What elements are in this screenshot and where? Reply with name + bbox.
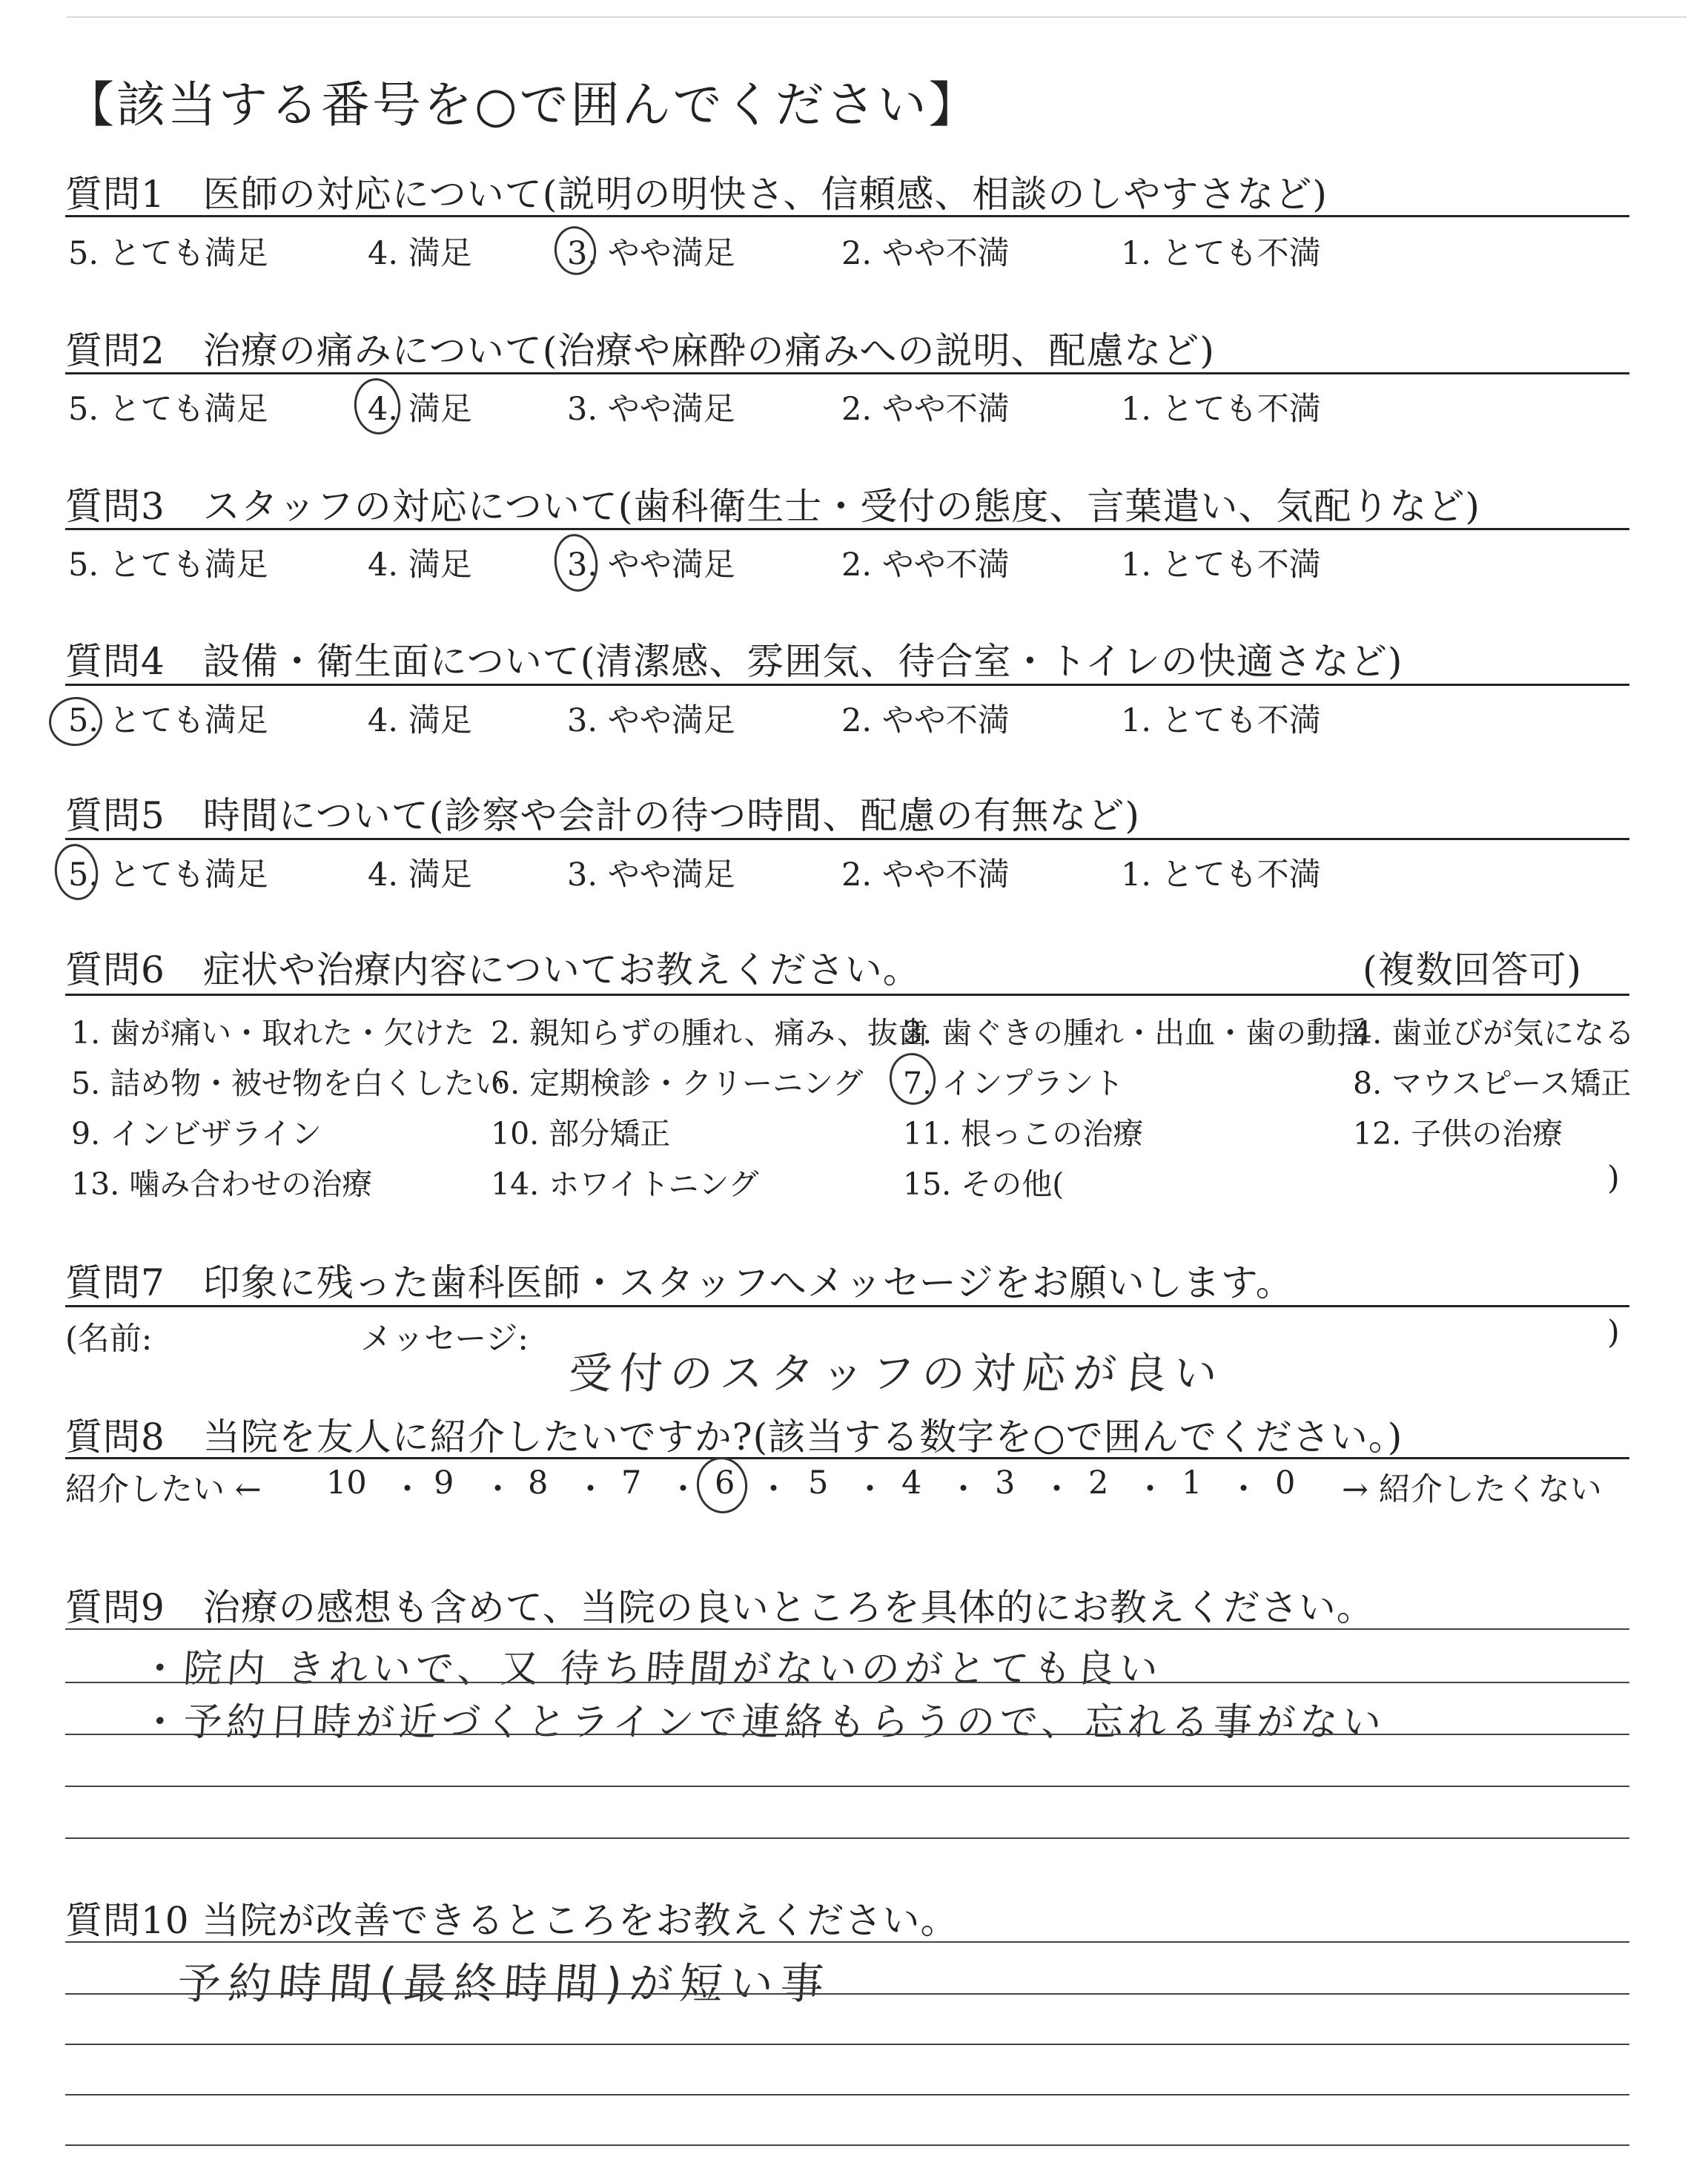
q4-heading: 質問4 設備・衛生面について(清潔感、雰囲気、待合室・トイレの快適さなど) xyxy=(65,640,1403,683)
q8-score-8[interactable]: 8 xyxy=(528,1464,549,1502)
q3-option-4[interactable]: 4. 満足 xyxy=(368,546,472,584)
q3-option-1[interactable]: 1. とても不満 xyxy=(1121,546,1321,584)
q8-score-4[interactable]: 4 xyxy=(901,1464,922,1502)
q6-option-10[interactable]: 10. 部分矯正 xyxy=(491,1116,671,1152)
q7-heading: 質問7 印象に残った歯科医師・スタッフへメッセージをお願いします。 xyxy=(65,1261,1294,1304)
q9-handwritten-line-2[interactable]: ・予約日時が近づくとラインで連絡もらうので、忘れる事がない xyxy=(139,1700,1388,1745)
q6-option-8[interactable]: 8. マウスピース矯正 xyxy=(1353,1066,1632,1101)
q8-separator: ・ xyxy=(391,1471,423,1508)
q2-heading: 質問2 治療の痛みについて(治療や麻酔の痛みへの説明、配慮など) xyxy=(65,329,1215,372)
q5-option-3[interactable]: 3. やや満足 xyxy=(567,856,735,894)
q6-option-15[interactable]: 15. その他( xyxy=(903,1166,1065,1202)
q8-score-2[interactable]: 2 xyxy=(1088,1464,1109,1502)
q3-option-3[interactable]: 3. やや満足 xyxy=(567,546,735,584)
q2-option-4[interactable]: 4. 満足 xyxy=(368,391,472,428)
q6-multiple-note: (複数回答可) xyxy=(1363,948,1583,991)
q1-option-1[interactable]: 1. とても不満 xyxy=(1121,235,1321,272)
q6-option-9[interactable]: 9. インビザライン xyxy=(71,1116,322,1152)
q7-handwritten-message[interactable]: 受付のスタッフの対応が良い xyxy=(567,1348,1227,1398)
q1-option-2[interactable]: 2. やや不満 xyxy=(841,235,1010,272)
q3-option-5[interactable]: 5. とても満足 xyxy=(68,546,268,584)
q8-score-3[interactable]: 3 xyxy=(995,1464,1016,1502)
q8-score-7[interactable]: 7 xyxy=(621,1464,642,1502)
q6-option-5[interactable]: 5. 詰め物・被せ物を白くしたい xyxy=(71,1066,506,1101)
q6-option-13[interactable]: 13. 噛み合わせの治療 xyxy=(71,1166,373,1202)
q10-handwritten-line-1[interactable]: 予約時間(最終時間)が短い事 xyxy=(176,1958,833,2009)
q9-heading: 質問9 治療の感想も含めて、当院の良いところを具体的にお教えください。 xyxy=(65,1586,1374,1629)
q8-score-9[interactable]: 9 xyxy=(434,1464,454,1502)
q8-separator: ・ xyxy=(667,1471,699,1508)
q8-score-6[interactable]: 6 xyxy=(715,1464,735,1502)
q7-rule xyxy=(65,1305,1629,1307)
q7-close-paren: ) xyxy=(1607,1314,1620,1351)
q1-option-3[interactable]: 3. やや満足 xyxy=(567,235,735,272)
q6-option-14[interactable]: 14. ホワイトニング xyxy=(491,1166,759,1202)
q5-option-5[interactable]: 5. とても満足 xyxy=(68,856,268,894)
q6-option-11[interactable]: 11. 根っこの治療 xyxy=(903,1116,1144,1152)
q8-separator: ・ xyxy=(758,1471,790,1508)
q6-other-close-paren: ) xyxy=(1607,1160,1620,1197)
q8-score-0[interactable]: 0 xyxy=(1275,1464,1296,1502)
q10-writing-line xyxy=(65,2144,1629,2146)
q4-option-4[interactable]: 4. 満足 xyxy=(368,702,472,739)
top-border xyxy=(67,16,1687,18)
page-title: 【該当する番号を○で囲んでください】 xyxy=(65,76,980,133)
q8-separator: ・ xyxy=(1041,1471,1073,1508)
q3-heading: 質問3 スタッフの対応について(歯科衛生士・受付の態度、言葉遣い、気配りなど) xyxy=(65,485,1480,528)
q6-option-7[interactable]: 7. インプラント xyxy=(903,1066,1125,1101)
q10-writing-line xyxy=(65,2094,1629,2095)
q8-right-label: → 紹介したくない xyxy=(1342,1471,1602,1508)
q5-option-1[interactable]: 1. とても不満 xyxy=(1121,856,1321,894)
q6-heading: 質問6 症状や治療内容についてお教えください。 xyxy=(65,948,921,991)
q4-option-1[interactable]: 1. とても不満 xyxy=(1121,702,1321,739)
q6-option-1[interactable]: 1. 歯が痛い・取れた・欠けた xyxy=(71,1015,475,1051)
q10-writing-line xyxy=(65,1993,1629,1995)
q1-option-5[interactable]: 5. とても満足 xyxy=(68,235,268,272)
q9-writing-line xyxy=(65,1682,1629,1683)
q6-rule xyxy=(65,994,1629,996)
q8-rule xyxy=(65,1457,1629,1459)
q3-rule xyxy=(65,528,1629,530)
q4-option-3[interactable]: 3. やや満足 xyxy=(567,702,735,739)
q1-heading: 質問1 医師の対応について(説明の明快さ、信頼感、相談のしやすさなど) xyxy=(65,173,1328,216)
q8-separator: ・ xyxy=(854,1471,886,1508)
q7-name-label: (名前: xyxy=(65,1321,153,1358)
q8-selection-circle xyxy=(693,1454,751,1517)
q2-option-3[interactable]: 3. やや満足 xyxy=(567,391,735,428)
q7-message-label: メッセージ: xyxy=(360,1321,529,1358)
q3-option-2[interactable]: 2. やや不満 xyxy=(841,546,1010,584)
q8-score-5[interactable]: 5 xyxy=(808,1464,829,1502)
q9-writing-line xyxy=(65,1628,1629,1630)
q9-handwritten-line-1[interactable]: ・院内 きれいで、又 待ち時間がないのがとても良い xyxy=(139,1647,1164,1691)
q4-rule xyxy=(65,684,1629,686)
q10-writing-line xyxy=(65,1941,1629,1943)
q10-heading: 質問10 当院が改善できるところをお教えください。 xyxy=(65,1899,959,1942)
q2-option-5[interactable]: 5. とても満足 xyxy=(68,391,268,428)
q6-option-4[interactable]: 4. 歯並びが気になる xyxy=(1353,1015,1635,1051)
q8-heading: 質問8 当院を友人に紹介したいですか?(該当する数字を○で囲んでください。) xyxy=(65,1416,1403,1459)
q5-option-4[interactable]: 4. 満足 xyxy=(368,856,472,894)
q8-separator: ・ xyxy=(482,1471,514,1508)
q4-option-2[interactable]: 2. やや不満 xyxy=(841,702,1010,739)
q6-option-3[interactable]: 3. 歯ぐきの腫れ・出血・歯の動揺 xyxy=(903,1015,1368,1051)
q5-rule xyxy=(65,838,1629,840)
q2-rule xyxy=(65,372,1629,374)
q8-left-label: 紹介したい ← xyxy=(65,1471,262,1508)
q6-option-6[interactable]: 6. 定期検診・クリーニング xyxy=(491,1066,864,1101)
q5-heading: 質問5 時間について(診察や会計の待つ時間、配慮の有無など) xyxy=(65,794,1140,837)
q8-score-1[interactable]: 1 xyxy=(1182,1464,1202,1502)
q1-rule xyxy=(65,215,1629,217)
q1-option-4[interactable]: 4. 満足 xyxy=(368,235,472,272)
q9-writing-line xyxy=(65,1786,1629,1787)
q5-option-2[interactable]: 2. やや不満 xyxy=(841,856,1010,894)
q6-option-12[interactable]: 12. 子供の治療 xyxy=(1353,1116,1563,1152)
q2-option-1[interactable]: 1. とても不満 xyxy=(1121,391,1321,428)
q10-writing-line xyxy=(65,2044,1629,2045)
q9-writing-line xyxy=(65,1734,1629,1735)
q9-writing-line xyxy=(65,1837,1629,1839)
q8-separator: ・ xyxy=(1134,1471,1166,1508)
q8-score-10[interactable]: 10 xyxy=(326,1464,367,1502)
q4-option-5[interactable]: 5. とても満足 xyxy=(68,702,268,739)
q8-separator: ・ xyxy=(575,1471,606,1508)
q8-separator: ・ xyxy=(1228,1471,1260,1508)
q2-option-2[interactable]: 2. やや不満 xyxy=(841,391,1010,428)
q6-option-2[interactable]: 2. 親知らずの腫れ、痛み、抜歯 xyxy=(491,1015,929,1051)
q8-separator: ・ xyxy=(947,1471,979,1508)
